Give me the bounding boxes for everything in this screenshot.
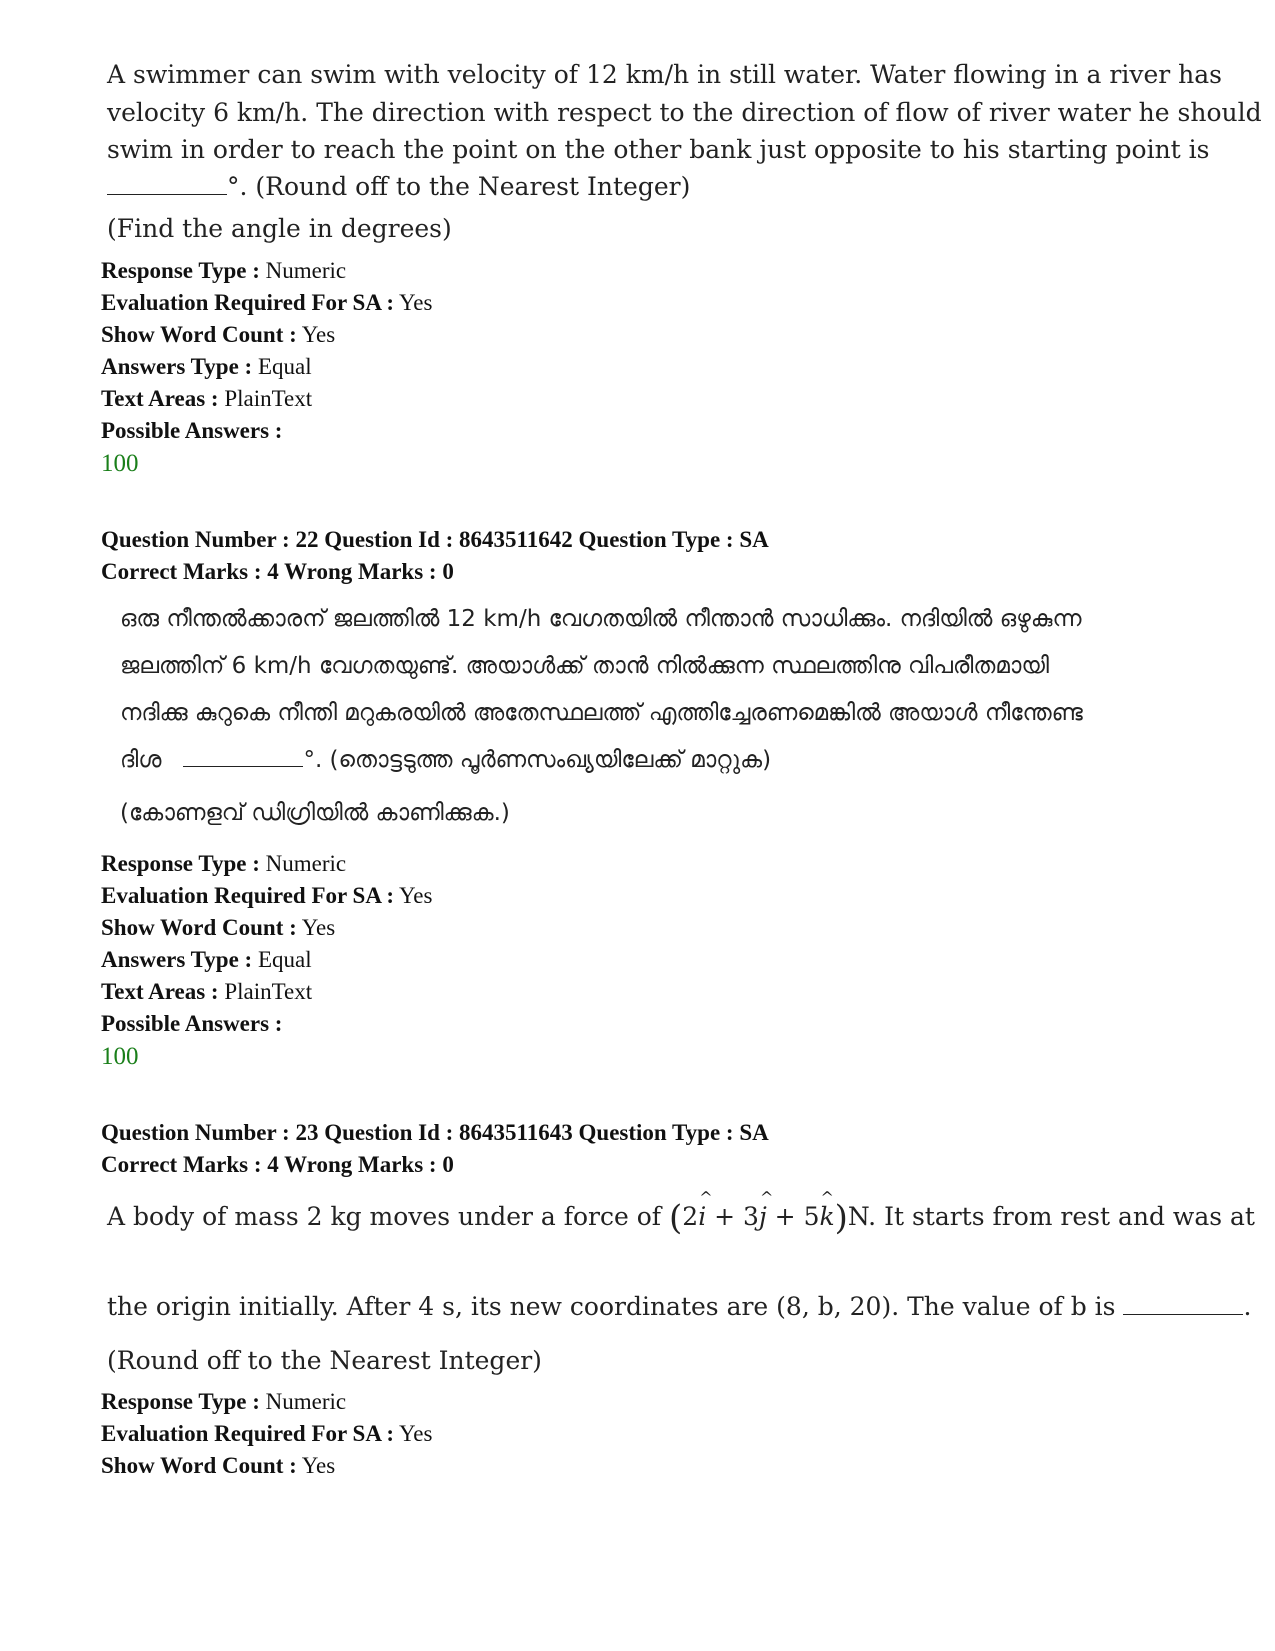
q22-ml-line-1: ഒരു നീന്തൽക്കാരന് ജലത്തിൽ 12 km/h വേഗതയിൽ നീന്താൻ സാധിക്കും. നദിയിൽ ഒഴുകുന്ന: [120, 606, 1082, 632]
q23-header: Question Number : 23 Question Id : 8643511643 Question Type : SA: [101, 1120, 769, 1145]
q21-answers-type: Answers Type : Equal: [101, 354, 312, 379]
i-hat: ^ i: [698, 1188, 713, 1231]
q22-ml-line-4: ദിശ °. (തൊട്ടടുത്ത പൂർണസംഖ്യയിലേക്ക് മാറ്റുക): [120, 747, 772, 773]
q21-show-word-count: Show Word Count : Yes: [101, 322, 336, 347]
q22-header: Question Number : 22 Question Id : 8643511642 Question Type : SA: [101, 527, 769, 552]
q21-text-line-5: (Find the angle in degrees): [107, 214, 452, 243]
q22-answers-type: Answers Type : Equal: [101, 947, 312, 972]
q23-text-line-2: the origin initially. After 4 s, its new coordinates are (8, b, 20). The value of b is .: [107, 1292, 1252, 1321]
q22-marks: Correct Marks : 4 Wrong Marks : 0: [101, 559, 454, 584]
q21-text-line-1: A swimmer can swim with velocity of 12 km/h in still water. Water flowing in a river has: [107, 60, 1222, 89]
q22-ml-line-3: നദിക്കു കുറുകെ നീന്തി മറുകരയിൽ അതേസ്ഥലത്ത് എത്തിച്ചേരണമെങ്കിൽ അയാൾ നീന്തേണ്ട: [120, 700, 1083, 726]
q22-show-word-count: Show Word Count : Yes: [101, 915, 336, 940]
q23-eval-required: Evaluation Required For SA : Yes: [101, 1421, 433, 1446]
q22-eval-required: Evaluation Required For SA : Yes: [101, 883, 433, 908]
q22-response-type: Response Type : Numeric: [101, 851, 347, 876]
q22-ml-line-5: (കോണളവ് ഡിഗ്രിയിൽ കാണിക്കുക.): [120, 800, 510, 826]
q23-marks: Correct Marks : 4 Wrong Marks : 0: [101, 1152, 454, 1177]
q21-answer-value: 100: [101, 450, 139, 477]
q22-possible-answers: Possible Answers :: [101, 1011, 283, 1036]
q23-response-type: Response Type : Numeric: [101, 1389, 347, 1414]
j-hat: ^ j: [758, 1188, 774, 1231]
q22-answer-value: 100: [101, 1043, 139, 1070]
k-hat: ^ k: [819, 1188, 835, 1231]
q21-possible-answers: Possible Answers :: [101, 418, 283, 443]
answer-blank: [107, 176, 227, 195]
q21-text-line-3: swim in order to reach the point on the other bank just opposite to his starting point is: [107, 135, 1210, 164]
right-paren: ): [834, 1198, 848, 1238]
q22-ml-line-2: ജലത്തിന് 6 km/h വേഗതയുണ്ട്. അയാൾക്ക് താൻ നിൽക്കുന്ന സ്ഥലത്തിനു വിപരീതമായി: [120, 653, 1049, 679]
q21-text-line-4: °. (Round off to the Nearest Integer): [107, 172, 690, 201]
answer-blank: [1123, 1296, 1243, 1315]
q23-text-line-3: (Round off to the Nearest Integer): [107, 1346, 542, 1375]
q23-show-word-count: Show Word Count : Yes: [101, 1453, 336, 1478]
q21-response-type: Response Type : Numeric: [101, 258, 347, 283]
answer-blank: [183, 748, 303, 767]
q21-text-line-2: velocity 6 km/h. The direction with respect to the direction of flow of river water he should: [107, 98, 1262, 127]
q21-text-areas: Text Areas : PlainText: [101, 386, 313, 411]
q22-text-areas: Text Areas : PlainText: [101, 979, 313, 1004]
q23-text-line-1: A body of mass 2 kg moves under a force of (2 ^ i + 3 ^ j + 5 ^ k)N. It starts from rest and was at: [107, 1188, 1255, 1238]
left-paren: (: [669, 1198, 683, 1238]
q21-eval-required: Evaluation Required For SA : Yes: [101, 290, 433, 315]
